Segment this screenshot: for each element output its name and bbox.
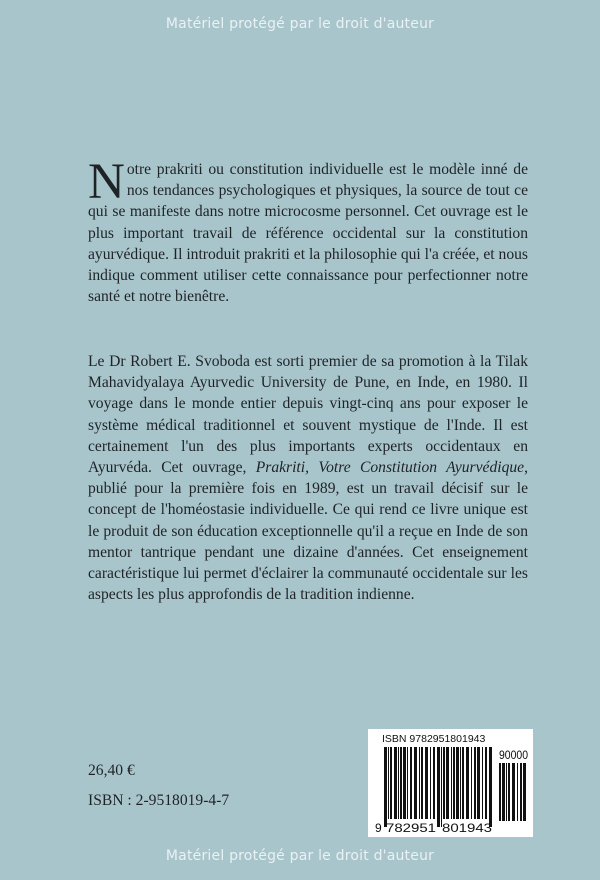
barcode-bar — [471, 747, 472, 819]
barcode-left-digits: 782951 — [386, 821, 437, 835]
barcode-bar — [474, 747, 476, 819]
barcode-bar — [506, 763, 507, 821]
barcode-bar — [390, 747, 392, 819]
barcode-bar — [485, 747, 487, 819]
bio-text-end: , publié pour la première fois en 1989, est un travail décisif sur le concept de l'homéostasie individuelle. Ce qui rend ce livre unique est le produit de son éducation exceptionnelle qu'il a reçue en Inde de son mentor tantrique pendant une dizaine d'années. Cet enseignement caractéristique lui permet d'éclairer la communauté occidentale sur les aspects les plus approfondis de la tradition indienne. — [88, 459, 528, 604]
barcode-box — [368, 729, 533, 837]
barcode-bar — [410, 747, 412, 819]
price: 26,40 € — [88, 762, 135, 779]
barcode-bar — [398, 747, 399, 819]
barcode-bar — [388, 747, 389, 819]
barcode-addon-bars — [499, 763, 526, 821]
barcode-bar — [446, 747, 449, 819]
barcode-bar — [508, 763, 510, 821]
barcode-right-digits: 801943 — [442, 821, 493, 835]
barcode-bar — [425, 747, 428, 819]
barcode-bar — [443, 747, 445, 819]
barcode-bar — [499, 763, 501, 821]
barcode-addon-digits: 90000 — [499, 748, 529, 762]
barcode-bar — [482, 747, 483, 819]
barcode-bar — [453, 747, 455, 819]
description-text: otre prakriti ou constitution individuelle est le modèle inné de nos tendances psychologiques et physiques, la source de tout ce qui se manifeste dans notre microcosme personnel. Cet ouvrage est le plus important travail de référence occidental sur la constitution ayurvédique. Il introduit prakriti et la philosophie qui l'a créée, et nous indique comment utiliser cette connaissance pour perfectionner notre santé et notre bienêtre. — [88, 161, 528, 306]
barcode-main-bars — [384, 747, 492, 827]
drop-cap: N — [88, 154, 125, 210]
barcode-bar — [403, 747, 406, 819]
barcode-bar — [421, 747, 423, 819]
barcode-bar — [394, 747, 397, 819]
barcode-bar — [433, 747, 435, 819]
barcode-bar — [384, 747, 387, 827]
barcode-bar — [512, 763, 515, 821]
barcode-first-digit: 9 — [375, 821, 382, 835]
book-title-italic: Prakriti, Votre Constitution Ayurvédique — [255, 459, 525, 477]
barcode-bar — [414, 747, 417, 819]
barcode-bar — [437, 747, 440, 827]
bio-text-start: Le Dr Robert E. Svoboda est sorti premier de sa promotion à la Tilak Mahavidyalaya Ayurvedic University de Pune, en Inde, en 1980. Il voyage dans le monde entier depuis vingt-cinq ans pour exposer le système médical traditionnel et souvent mystique de l'Inde. Il est certainement l'un des plus importants experts occidentaux en Ayurvéda. Cet ouvrage, — [88, 353, 528, 477]
barcode-bar — [477, 747, 480, 819]
barcode-bar — [451, 747, 452, 819]
barcode-bar — [517, 763, 518, 821]
barcode-bar — [466, 747, 469, 819]
barcode-bar — [407, 747, 408, 819]
barcode-bar — [419, 747, 420, 819]
barcode-bar — [462, 747, 464, 819]
barcode-bar — [460, 747, 461, 819]
barcode-bar — [400, 747, 402, 819]
isbn-text: ISBN : 2-9518019-4-7 — [88, 792, 230, 809]
barcode-bar — [441, 747, 442, 827]
barcode-bar — [502, 763, 505, 821]
barcode-bar — [523, 763, 526, 821]
copyright-watermark-bottom: Matériel protégé par le droit d'auteur — [165, 848, 435, 864]
barcode-bar — [520, 763, 522, 821]
barcode-bar — [456, 747, 459, 819]
author-bio-paragraph — [88, 351, 528, 605]
copyright-watermark-top: Matériel protégé par le droit d'auteur — [165, 16, 435, 32]
barcode-graphic — [368, 729, 533, 837]
description-paragraph — [88, 154, 528, 307]
barcode-bar — [430, 747, 431, 819]
barcode-isbn-label: ISBN 9782951801943 — [382, 733, 486, 745]
barcode-bar — [489, 747, 492, 827]
